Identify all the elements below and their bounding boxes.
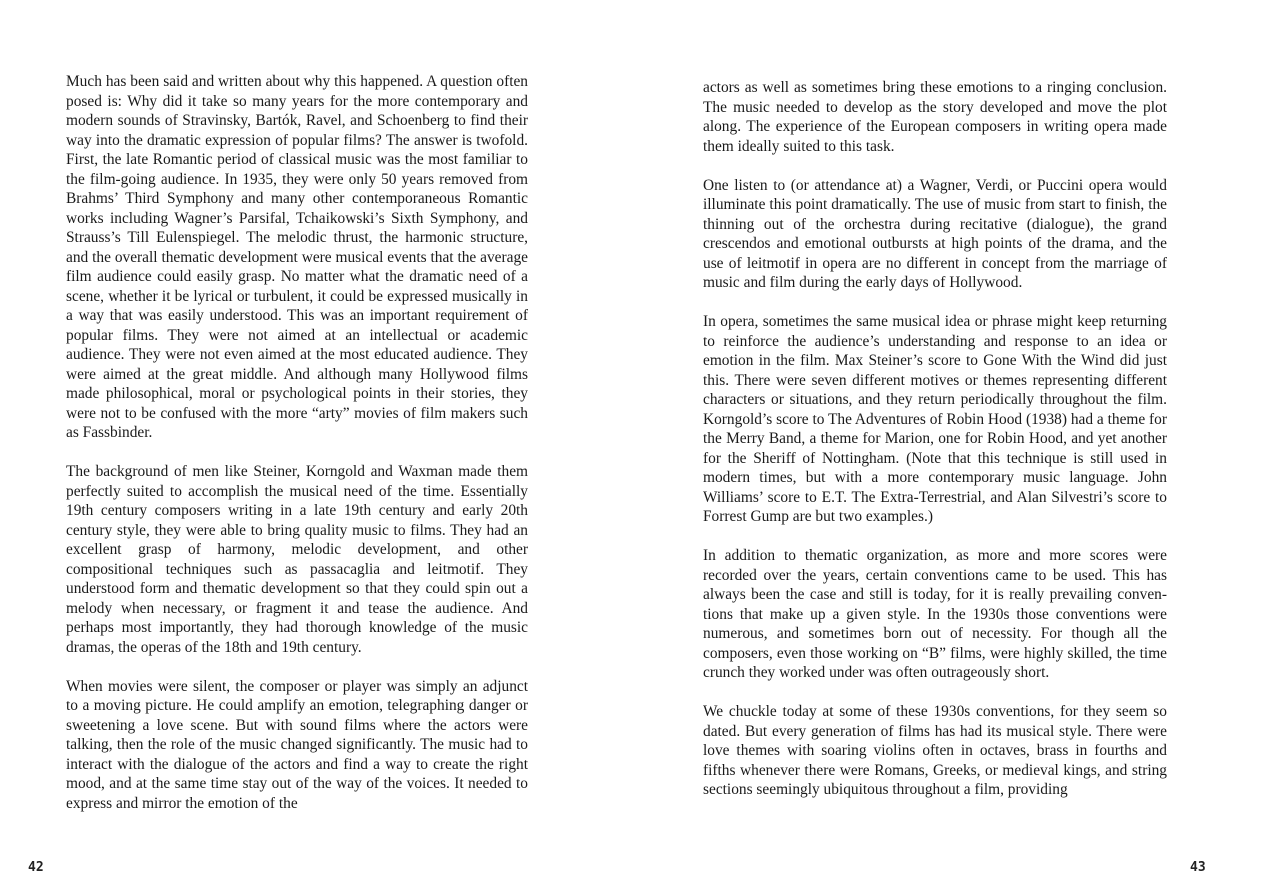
paragraph: actors as well as sometimes bring these emotions to a ringing conclusion. The music needed to develop as the story developed and move the plot along. The experience of the European composers in writing opera made them ideally suited to this task. bbox=[703, 79, 1167, 155]
right-page bbox=[631, 0, 1262, 893]
paragraph: We chuckle today at some of these 1930s conventions, for they seem so dated. But every generation of films has had its musical style. There were love themes with soaring violins often in octaves, brass in fourths and fifths whenever there were Romans, Greeks, or medieval kings, and string sections seemingly ubiquitous throughout a film, providing bbox=[703, 703, 1167, 798]
paragraph: One listen to (or attendance at) a Wagner, Verdi, or Puccini opera would illuminate this point dramatically. The use of music from start to finish, the thinning out of the orchestra during recitative (dialogue), the grand crescendos and emotional outbursts at high points of the drama, and the use of leitmotif in opera are no different in concept from the marriage of music and film during the early days of Hollywood. bbox=[703, 176, 1167, 291]
paragraph: The background of men like Steiner, Korngold and Waxman made them perfectly suited to accomplish the musical need of the time. Essentially 19th century composers writing in a late 19th century and early 20th century style, they were able to bring quality music to films. They had an excellent grasp of harmony, melodic development, and other compositional techniques such as passacaglia and leitmotif. They understood form and thematic development so that they could spin out a melody when necessary, or fragment it and tease the audience. And perhaps most importantly, they had thorough knowledge of the music dramas, the operas of the 18th and 19th century. bbox=[66, 463, 528, 656]
paragraph: Much has been said and written about why this happened. A question often posed is: Why did it take so many years for the more contemporary and modern sounds of Stravinsky, Bartók, Ravel, and Schoenberg to find their way into the dramatic expression of popular films? The answer is twofold. First, the late Romantic period of classical music was the most familiar to the film-going audience. In 1935, they were only 50 years removed from Brahms’ Third Symphony and many other contemporaneous Romantic works including Wagner’s Parsifal, Tchaikowski’s Sixth Symphony, and Strauss’s Till Eulenspiegel. The melodic thrust, the harmonic structure, and the overall thematic development were musical events that the average film audience could easily grasp. No matter what the dramatic need of a scene, whether it be lyrical or turbulent, it could be expressed musically in a way that was easily understood. This was an important requirement of popular films. They were not aimed at an intellectual or academic audience. They were not even aimed at the most educated audience. They were aimed at the great middle. And although many Hollywood films made philosophical, moral or psychological points in their stories, they were not to be confused with the more “arty” movies of film makers such as Fassbinder. bbox=[66, 73, 528, 441]
page-number: 43 bbox=[1190, 860, 1206, 875]
left-text-column bbox=[66, 72, 528, 833]
page-number: 42 bbox=[28, 860, 44, 875]
right-text-column bbox=[703, 78, 1167, 819]
paragraph: When movies were silent, the composer or player was simply an adjunct to a moving picture. He could amplify an emotion, telegraphing danger or sweetening a love scene. But with sound films where the actors were talking, then the role of the music changed significantly. The music had to interact with the dialogue of the actors and find a way to create the right mood, and at the same time stay out of the way of the voices. It needed to express and mirror the emotion of the bbox=[66, 677, 528, 812]
paragraph: In addition to thematic organization, as more and more scores were recorded over the years, certain conventions came to be used. This has always been the case and still is today, for it is really prevailing conventions that make up a given style. In the 1930s those conventions were numerous, and sometimes born out of necessity. For though all the composers, even those working on “B” films, were highly skilled, the time crunch they worked under was often outrageously short. bbox=[703, 547, 1167, 681]
paragraph: In opera, sometimes the same musical idea or phrase might keep returning to reinforce the audience’s understanding and response to an idea or emotion in the film. Max Steiner’s score to Gone With the Wind did just this. There were seven different motives or themes representing different characters or situations, and they return periodically throughout the film. Korngold’s score to The Adventures of Robin Hood (1938) had a theme for the Merry Band, a theme for Marion, one for Robin Hood, and yet another for the Sheriff of Nottingham. (Note that this technique is still used in modern times, but with a more contemporary music language. John Williams’ score to E.T. The Extra-Terrestrial, and Alan Silvestri’s score to Forrest Gump are but two examples.) bbox=[703, 313, 1167, 525]
